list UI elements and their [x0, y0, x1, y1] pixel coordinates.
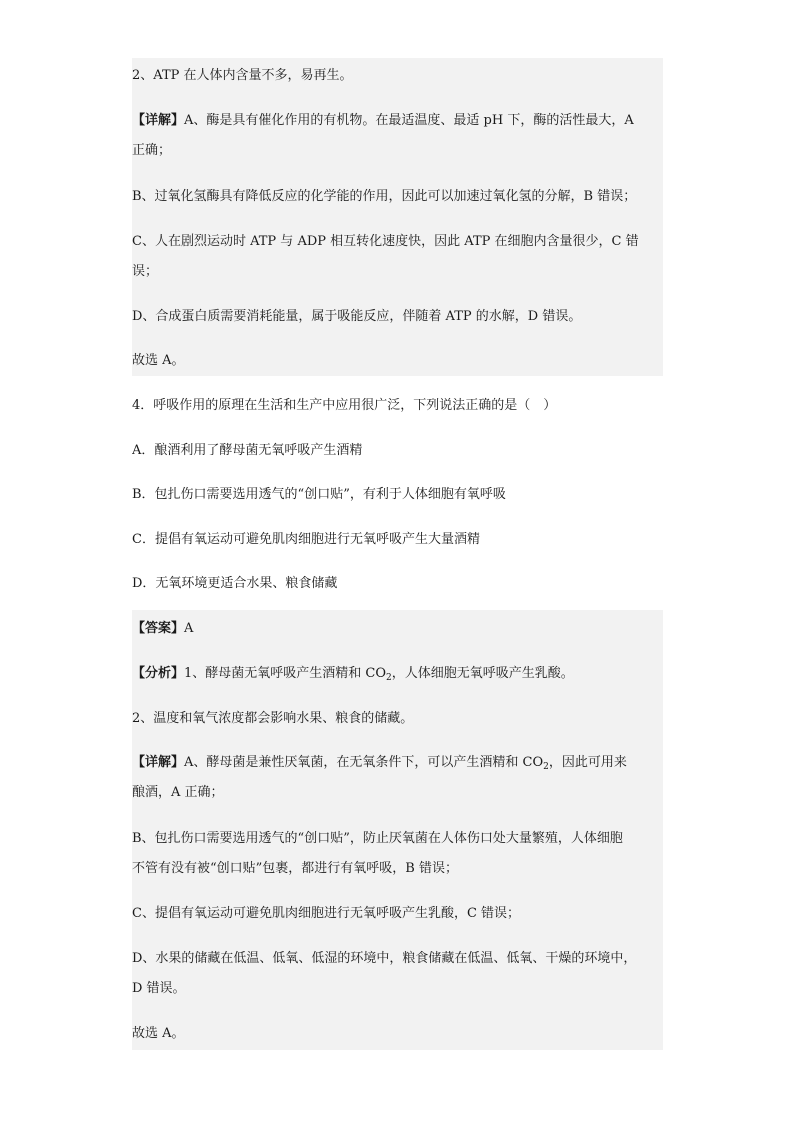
answer-tag: 【答案】	[132, 621, 185, 636]
answer-line	[132, 619, 662, 639]
detail-text-post: ，因此可用来	[548, 755, 627, 770]
detail-line-a-cont: 正确；	[132, 143, 172, 158]
option-c: C．提倡有氧运动可避免肌肉细胞进行无氧呼吸产生大量酒精	[132, 532, 480, 547]
detail-line-c: C、人在剧烈运动时 ATP 与 ADP 相互转化速度快，因此 ATP 在细胞内含量很少，C 错	[132, 234, 639, 249]
detail-line-a	[132, 111, 662, 131]
question-stem: 4．呼吸作用的原理在生活和生产中应用很广泛，下列说法正确的是（ ）	[132, 398, 557, 413]
option-d: D．无氧环境更适合水果、粮食储藏	[132, 576, 338, 591]
option-b: B．包扎伤口需要选用透气的“创口贴”，有利于人体细胞有氧呼吸	[132, 487, 506, 502]
detail-line-b2: B、包扎伤口需要选用透气的“创口贴”，防止厌氧菌在人体伤口处大量繁殖，人体细胞	[132, 831, 623, 846]
detail-line-c-cont: 误；	[132, 264, 159, 279]
detail-line-b2-cont: 不管有没有被“创口贴”包裹，都进行有氧呼吸，B 错误；	[132, 861, 458, 876]
analysis-line-2: 2、ATP 在人体内含量不多，易再生。	[132, 68, 353, 83]
conclusion-line: 故选 A。	[132, 353, 185, 368]
conclusion-line-2: 故选 A。	[132, 1026, 185, 1041]
detail-line-c2: C、提倡有氧运动可避免肌肉细胞进行无氧呼吸产生乳酸，C 错误；	[132, 906, 521, 921]
analysis-tag: 【分析】	[132, 666, 185, 681]
detail-tag-2: 【详解】	[132, 755, 185, 770]
detail-text-pre: A、酵母菌是兼性厌氧菌，在无氧条件下，可以产生酒精和 CO	[184, 755, 544, 770]
detail-line-a2	[132, 753, 662, 773]
detail-text: A、酶是具有催化作用的有机物。在最适温度、最适 pH 下，酶的活性最大，A	[184, 113, 634, 128]
shaded-block-top	[132, 58, 663, 376]
detail-tag: 【详解】	[132, 113, 185, 128]
detail-line-b: B、过氧化氢酶具有降低反应的化学能的作用，因此可以加速过氧化氢的分解，B 错误；	[132, 189, 637, 204]
analysis-line-2b: 2、温度和氧气浓度都会影响水果、粮食的储藏。	[132, 711, 414, 726]
detail-line-d2: D、水果的储藏在低温、低氧、低湿的环境中，粮食储藏在低温、低氧、干燥的环境中，	[132, 951, 637, 966]
analysis-text-post: ，人体细胞无氧呼吸产生乳酸。	[391, 666, 574, 681]
answer-value: A	[184, 621, 194, 636]
subscript-2b: 2	[543, 762, 549, 772]
detail-line-a2-cont: 酿酒，A 正确；	[132, 785, 224, 800]
option-a: A．酿酒利用了酵母菌无氧呼吸产生酒精	[132, 443, 363, 458]
analysis-text-pre: 1、酵母菌无氧呼吸产生酒精和 CO	[184, 666, 387, 681]
analysis-line-1	[132, 664, 662, 684]
subscript-2: 2	[386, 673, 392, 683]
detail-line-d: D、合成蛋白质需要消耗能量，属于吸能反应，伴随着 ATP 的水解，D 错误。	[132, 309, 582, 324]
detail-line-d2-cont: D 错误。	[132, 981, 186, 996]
